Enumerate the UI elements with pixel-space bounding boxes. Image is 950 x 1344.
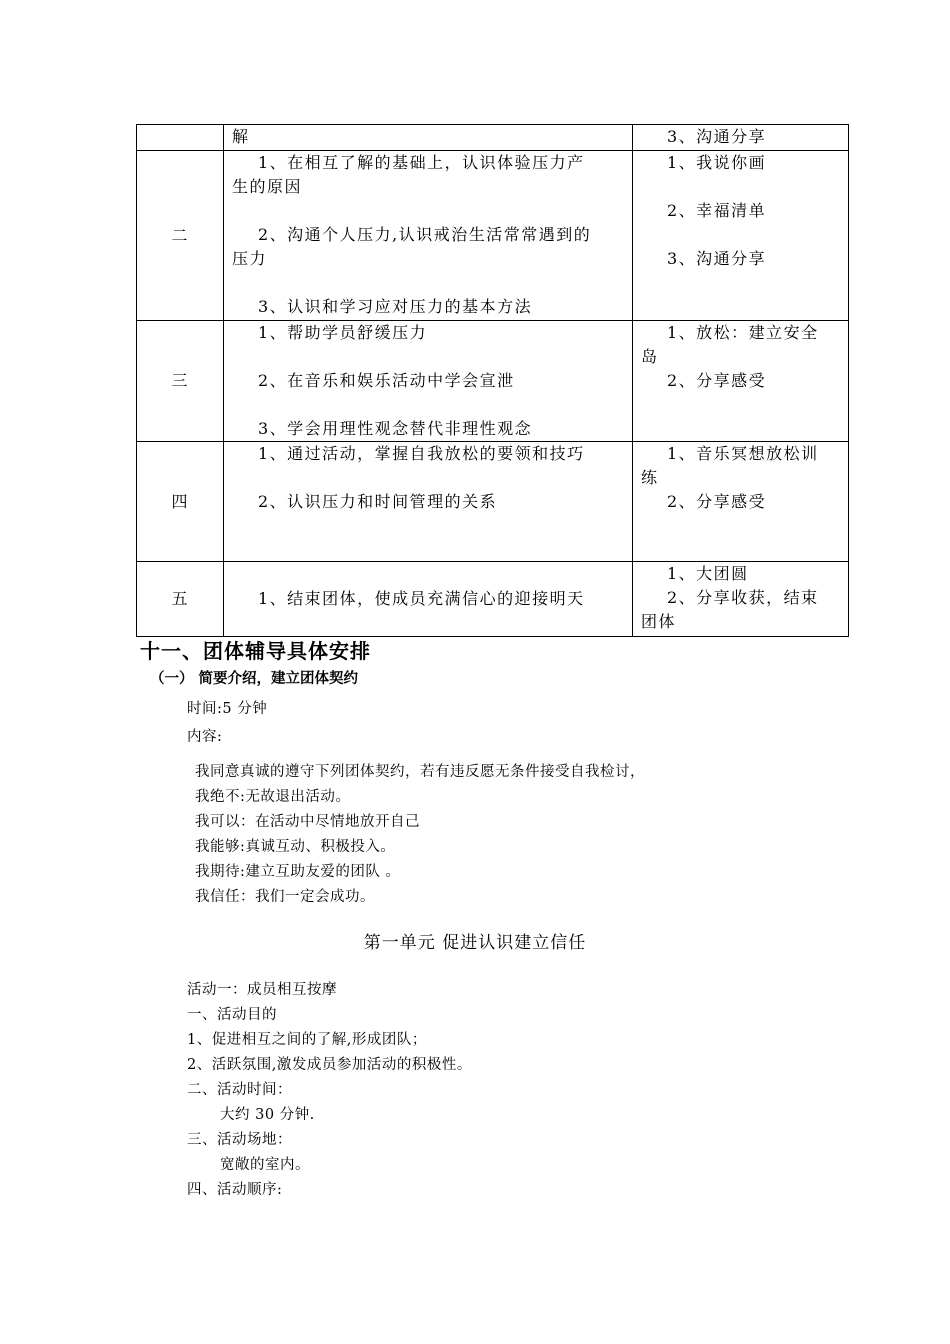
activity-line: 3、沟通分享 [667, 127, 767, 146]
activity-line: 1、音乐冥想放松训 [667, 444, 819, 463]
table-row [137, 562, 849, 637]
table-row [137, 151, 849, 321]
order-label: 四、活动顺序: [187, 1182, 283, 1198]
unit-cell: 二 [137, 151, 224, 321]
goals-cell [224, 151, 633, 321]
section-heading: 十一、团体辅导具体安排 [140, 639, 371, 663]
goal-line: 生的原因 [232, 177, 303, 196]
goal-line: 2、在音乐和娱乐活动中学会宣泄 [258, 371, 515, 390]
content-label: 内容: [187, 729, 223, 745]
activities-cell [633, 562, 849, 637]
contract-line: 我能够:真诚互动、积极投入。 [195, 839, 396, 855]
goal-line: 压力 [232, 249, 268, 268]
activity-line: 1、大团圆 [667, 564, 749, 583]
goal-line [232, 466, 624, 490]
goal-line: 1、结束团体，使成员充满信心的迎接明天 [258, 589, 585, 608]
time-label: 二、活动时间： [187, 1082, 292, 1098]
goals-cell [224, 562, 633, 637]
unit-cell: 五 [137, 562, 224, 637]
plan-table [136, 124, 849, 637]
goal-line [232, 271, 624, 295]
activity-title: 活动一：成员相互按摩 [187, 982, 337, 998]
goal-line: 2、认识压力和时间管理的关系 [258, 492, 498, 511]
purpose-item: 2、活跃氛围,激发成员参加活动的积极性。 [187, 1057, 472, 1073]
goals-cell [224, 442, 633, 562]
goal-line: 3、学会用理性观念替代非理性观念 [258, 419, 533, 438]
activity-line: 团体 [641, 612, 677, 631]
contract-line: 我信任：我们一定会成功。 [195, 889, 375, 905]
contract-line: 我同意真诚的遵守下列团体契约，若有违反愿无条件接受自我检讨， [195, 764, 645, 780]
table-row [137, 442, 849, 562]
contract-line: 我可以：在活动中尽情地放开自己 [195, 814, 420, 830]
table-row [137, 321, 849, 442]
unit-title: 第一单元 促进认识建立信任 [363, 933, 587, 953]
unit-cell: 三 [137, 321, 224, 442]
activity-line: 1、放松：建立安全 [667, 323, 819, 342]
time-value: 大约 30 分钟. [220, 1107, 315, 1123]
activity-line: 2、分享感受 [667, 492, 767, 511]
place-value: 宽敞的室内。 [220, 1157, 310, 1173]
contract-line: 我绝不:无故退出活动。 [195, 789, 351, 805]
activity-line: 1、我说你画 [667, 153, 767, 172]
goals-cell [224, 125, 633, 151]
goal-line: 1、在相互了解的基础上，认识体验压力产 [258, 153, 585, 172]
activity-line: 2、幸福清单 [667, 201, 767, 220]
goals-cell [224, 321, 633, 442]
activity-line [641, 175, 840, 199]
table-row [137, 125, 849, 151]
activities-cell [633, 321, 849, 442]
goal-line [232, 199, 624, 223]
activity-line: 2、分享感受 [667, 371, 767, 390]
activity-line: 练 [641, 468, 659, 487]
place-label: 三、活动场地： [187, 1132, 292, 1148]
unit-cell [137, 125, 224, 151]
activity-line: 2、分享收获，结束 [667, 588, 819, 607]
purpose-label: 一、活动目的 [187, 1007, 277, 1023]
goal-line: 2、沟通个人压力,认识戒治生活常常遇到的 [258, 225, 592, 244]
section-subheading: （一） 简要介绍，建立团体契约 [150, 671, 359, 687]
activities-cell [633, 151, 849, 321]
goal-line: 1、通过活动，掌握自我放松的要领和技巧 [258, 444, 585, 463]
unit-cell: 四 [137, 442, 224, 562]
goal-line: 解 [232, 127, 250, 146]
activity-line [641, 223, 840, 247]
goal-line [232, 345, 624, 369]
contract-line: 我期待:建立互助友爱的团队 。 [195, 864, 401, 880]
activity-line: 岛 [641, 347, 659, 366]
time-line: 时间:5 分钟 [187, 701, 268, 717]
plan-table-body [137, 125, 849, 637]
activities-cell [633, 125, 849, 151]
goal-line [232, 393, 624, 417]
goal-line: 3、认识和学习应对压力的基本方法 [258, 297, 533, 316]
activities-cell [633, 442, 849, 562]
purpose-item: 1、促进相互之间的了解,形成团队； [187, 1032, 427, 1048]
goal-line: 1、帮助学员舒缓压力 [258, 323, 428, 342]
activity-line: 3、沟通分享 [667, 249, 767, 268]
